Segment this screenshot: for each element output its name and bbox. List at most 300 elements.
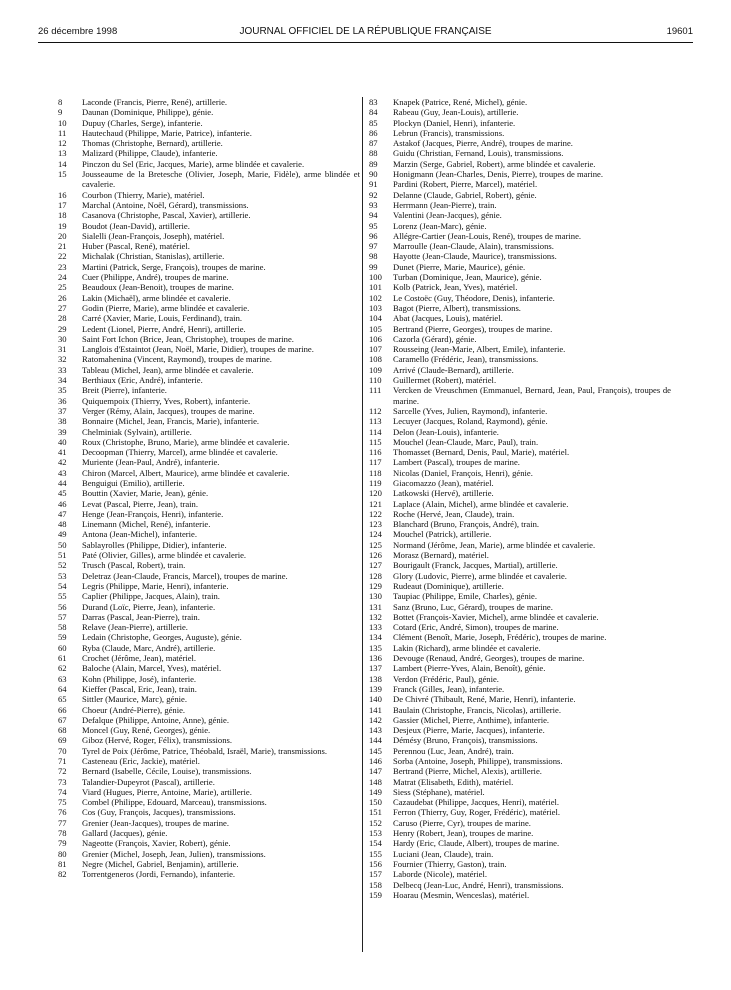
right-column [369,97,671,900]
entry-text: Morasz (Bernard), matériel. [393,550,489,561]
entry-text: Darras (Pascal, Jean-Pierre), train. [82,611,200,622]
issue-date: 26 décembre 1998 [38,26,118,37]
list-item [369,499,671,509]
entry-number: 58 [58,622,67,633]
entry-text: Herrmann (Jean-Pierre), train. [393,199,497,210]
list-item [369,179,671,189]
entry-number: 136 [369,653,382,664]
entry-number: 124 [369,529,382,540]
entry-number: 81 [58,858,67,869]
list-item [369,859,671,869]
list-item [369,354,671,364]
entry-text: Tyrel de Poix (Jérôme, Patrice, Théobald, Israël, Marie), transmissions. [82,745,328,756]
list-item [58,777,360,787]
entry-text: Clément (Benoît, Marie, Joseph, Frédéric), troupes de marine. [393,632,607,643]
entry-text: Delanne (Claude, Gabriel, Robert), génie. [393,189,537,200]
entry-number: 61 [58,653,67,664]
entry-number: 56 [58,601,67,612]
entry-text: Decoopman (Thierry, Marcel), arme blindée et cavalerie. [82,447,278,458]
entry-text: Blanchard (Bruno, François, André), train. [393,519,540,530]
list-item [58,427,360,437]
entry-text: Caramello (Frédéric, Jean), transmissions. [393,354,539,365]
entry-number: 129 [369,580,382,591]
entry-text: Casanova (Christophe, Pascal, Xavier), artillerie. [82,210,251,221]
entry-text: Benguigui (Emilio), artillerie. [82,477,185,488]
entry-text: Lakin (Richard), arme blindée et cavalerie. [393,642,541,653]
list-item [369,251,671,261]
entry-number: 82 [58,869,67,880]
entry-text: Crochet (Jérôme, Jean), matériel. [82,653,197,664]
entry-number: 31 [58,344,67,355]
entry-text: Baloche (Alain, Marcel, Yves), matériel. [82,663,222,674]
list-item [369,169,671,179]
entry-text: Kolb (Patrick, Jean, Yves), matériel. [393,282,518,293]
list-item [369,756,671,766]
entry-text: Hautechaud (Philippe, Marie, Patrice), infanterie. [82,127,252,138]
entry-number: 27 [58,302,67,313]
list-item [58,447,360,457]
list-item [369,190,671,200]
entry-number: 132 [369,611,382,622]
list-item [369,138,671,148]
entry-text: Tableau (Michel, Jean), arme blindée et cavalerie. [82,364,254,375]
entry-text: Talandier-Dupeyrot (Pascal), artillerie. [82,776,215,787]
entry-text: Roux (Christophe, Bruno, Marie), arme blindée et cavalerie. [82,436,290,447]
list-item [369,468,671,478]
entry-text: Relave (Jean-Pierre), artillerie. [82,622,188,633]
entry-text: Turban (Dominique, Jean, Maurice), génie. [393,272,542,283]
entry-number: 138 [369,673,382,684]
list-item [58,210,360,220]
entry-text: Legris (Philippe, Marie, Henri), infanterie. [82,580,229,591]
list-item [369,97,671,107]
list-item [369,560,671,570]
entry-text: Courbon (Thierry, Marie), matériel. [82,189,205,200]
list-item [58,262,360,272]
entry-text: Caruso (Pierre, Cyr), troupes de marine. [393,817,531,828]
entry-text: Sarcelle (Yves, Julien, Raymond), infanterie. [393,405,548,416]
entry-number: 97 [369,241,378,252]
entry-number: 96 [369,230,378,241]
list-item [58,138,360,148]
list-item [369,272,671,282]
list-item [58,169,360,190]
list-item [58,97,360,107]
entry-text: Sorba (Antoine, Joseph, Philippe), transmissions. [393,756,563,766]
entry-number: 127 [369,560,382,571]
entry-number: 106 [369,333,382,344]
entry-text: Latkowski (Hervé), artillerie. [393,488,494,499]
entry-number: 76 [58,807,67,818]
list-item [58,128,360,138]
entry-number: 20 [58,230,67,241]
entry-text: Langlois d'Estaintot (Jean, Noël, Marie, Didier), troupes de marine. [82,344,314,355]
list-item [369,159,671,169]
entry-text: Devouge (Renaud, André, Georges), troupes de marine. [393,653,585,664]
entry-text: Cuer (Philippe, André), troupes de marine. [82,272,229,283]
entry-number: 32 [58,354,67,365]
entry-number: 147 [369,766,382,777]
entry-text: Guidu (Christian, Fernand, Louis), transmissions. [393,148,564,159]
entry-text: Plockyn (Daniel, Henri), infanterie. [393,117,516,128]
entry-text: Astakof (Jacques, Pierre, André), troupes de marine. [393,138,573,149]
entry-number: 59 [58,632,67,643]
list-item [369,478,671,488]
entry-number: 62 [58,663,67,674]
entry-number: 151 [369,807,382,818]
entry-number: 73 [58,776,67,787]
entry-text: Negre (Michel, Gabriel, Benjamin), artillerie. [82,858,239,869]
list-item [58,807,360,817]
list-item [58,385,360,395]
list-item [58,571,360,581]
list-item [58,282,360,292]
entry-number: 68 [58,725,67,736]
list-item [369,890,671,900]
list-item [58,540,360,550]
list-item [58,499,360,509]
entry-text: Luciani (Jean, Claude), train. [393,848,494,859]
list-item [58,756,360,766]
entry-number: 16 [58,189,67,200]
entry-text: Rudeaut (Dominique), artillerie. [393,580,504,591]
entry-text: Thomasset (Bernard, Denis, Paul, Marie), matériel. [393,447,570,458]
entry-text: Dupuy (Charles, Serge), infanterie. [82,117,203,128]
entry-text: Sablayrolles (Philippe, Didier), infanterie. [82,539,227,550]
entry-number: 119 [369,477,382,488]
entry-text: Godin (Pierre, Marie), arme blindée et cavalerie. [82,302,250,313]
list-item [58,869,360,879]
entry-text: Rabeau (Guy, Jean-Louis), artillerie. [393,107,519,118]
entry-number: 53 [58,570,67,581]
entry-number: 12 [58,138,67,149]
list-item [58,406,360,416]
entry-text: Torrentgeneros (Jordi, Fernando), infanterie. [82,869,236,880]
list-item [369,622,671,632]
entry-text: Bourigault (Franck, Jacques, Martial), artillerie. [393,560,558,571]
entry-number: 116 [369,447,382,458]
entry-number: 118 [369,467,382,478]
list-item [58,365,360,375]
list-item [369,643,671,653]
entry-text: Ratomahenina (Vincent, Raymond), troupes de marine. [82,354,272,365]
entry-text: Verdon (Frédéric, Paul), génie. [393,673,499,684]
left-column [58,97,360,880]
list-item [369,571,671,581]
entry-number: 131 [369,601,382,612]
list-item [369,684,671,694]
entry-number: 88 [369,148,378,159]
list-item [58,797,360,807]
entry-number: 109 [369,364,382,375]
entry-number: 111 [369,385,382,396]
entry-text: Choeur (André-Pierre), génie. [82,704,186,715]
entry-number: 46 [58,498,67,509]
entry-text: Abat (Jacques, Louis), matériel. [393,313,503,324]
entry-text: Mouchel (Patrick), artillerie. [393,529,492,540]
list-item [58,653,360,663]
entry-text: Malizard (Philippe, Claude), infanterie. [82,148,218,159]
list-item [369,807,671,817]
list-item [369,447,671,457]
entry-text: Muriente (Jean-Paul, André), infanterie. [82,457,220,468]
entry-number: 19 [58,220,67,231]
entry-number: 90 [369,169,378,180]
entry-text: Taupiac (Philippe, Emile, Charles), génie. [393,591,538,602]
list-item [58,509,360,519]
entry-text: Kohn (Philippe, José), infanterie. [82,673,197,684]
list-item [369,262,671,272]
list-item [369,663,671,673]
entry-text: Giacomazzo (Jean), matériel. [393,477,494,488]
list-item [369,838,671,848]
entry-text: Delon (Jean-Louis), infanterie. [393,426,499,437]
entry-number: 22 [58,251,67,262]
list-item [58,632,360,642]
list-item [369,519,671,529]
entry-text: Daunan (Dominique, Philippe), génie. [82,107,214,118]
entry-number: 43 [58,467,67,478]
list-item [58,725,360,735]
list-item [369,221,671,231]
list-item [58,859,360,869]
entry-text: Baulain (Christophe, Francis, Nicolas), artillerie. [393,704,562,715]
column-divider [362,97,363,952]
list-item [369,344,671,354]
entry-text: Arrivé (Claude-Bernard), artillerie. [393,364,514,375]
entry-text: Guillermet (Robert), matériel. [393,375,497,386]
entry-number: 15 [58,169,67,180]
entry-number: 14 [58,158,67,169]
entry-number: 103 [369,302,382,313]
entry-text: Henry (Robert, Jean), troupes de marine. [393,828,534,839]
entry-number: 52 [58,560,67,571]
list-item [58,344,360,354]
entry-number: 149 [369,786,382,797]
entry-text: Jousseaume de la Bretesche (Olivier, Joseph, Marie, Fidèle), arme blindée et cavalerie. [82,169,360,190]
entry-text: Marzin (Serge, Gabriel, Robert), arme blindée et cavalerie. [393,158,596,169]
entry-text: Ledain (Christophe, Georges, Auguste), génie. [82,632,242,643]
entry-text: Michalak (Christian, Stanislas), artillerie. [82,251,225,262]
entry-number: 156 [369,858,382,869]
entry-number: 157 [369,869,382,880]
list-item [369,632,671,642]
entry-number: 117 [369,457,382,468]
entry-text: Grenier (Michel, Joseph, Jean, Julien), transmissions. [82,848,266,859]
entry-text: Pardini (Robert, Pierre, Marcel), matériel. [393,179,538,190]
list-item [58,293,360,303]
list-item [369,334,671,344]
list-item [58,437,360,447]
list-item [369,777,671,787]
list-item [369,375,671,385]
entry-number: 85 [369,117,378,128]
entry-number: 108 [369,354,382,365]
list-item [58,334,360,344]
entry-text: Lambert (Pascal), troupes de marine. [393,457,520,468]
list-item [369,406,671,416]
list-item [58,241,360,251]
entry-text: Gallard (Jacques), génie. [82,828,168,839]
list-item [369,107,671,117]
entry-number: 94 [369,210,378,221]
list-item [369,231,671,241]
entry-number: 17 [58,199,67,210]
entry-number: 50 [58,539,67,550]
entry-number: 128 [369,570,382,581]
entry-number: 150 [369,797,382,808]
entry-number: 24 [58,272,67,283]
list-item [58,705,360,715]
entry-number: 121 [369,498,382,509]
entry-number: 83 [369,97,378,107]
entry-number: 92 [369,189,378,200]
list-item [58,735,360,745]
entry-text: Cos (Guy, François, Jacques), transmissions. [82,807,236,818]
entry-text: Sanz (Bruno, Luc, Gérard), troupes de marine. [393,601,553,612]
entry-number: 10 [58,117,67,128]
entry-number: 55 [58,591,67,602]
list-item [58,303,360,313]
list-item [58,159,360,169]
entry-number: 66 [58,704,67,715]
list-item [58,396,360,406]
entry-number: 133 [369,622,382,633]
list-item [369,849,671,859]
list-item [369,705,671,715]
entry-number: 123 [369,519,382,530]
entry-number: 98 [369,251,378,262]
list-item [58,591,360,601]
entry-text: Rousseing (Jean-Marie, Albert, Emile), infanterie. [393,344,566,355]
entry-number: 49 [58,529,67,540]
page-header [38,26,693,40]
entry-number: 153 [369,828,382,839]
entry-text: Saint Fort Ichon (Brice, Jean, Christophe), troupes de marine. [82,333,294,344]
entry-text: Henge (Jean-François, Henri), infanterie. [82,508,224,519]
list-item [58,818,360,828]
list-item [58,674,360,684]
entry-number: 107 [369,344,382,355]
list-item [58,787,360,797]
entry-number: 115 [369,436,382,447]
list-item [369,509,671,519]
entry-number: 28 [58,313,67,324]
entry-text: Delbecq (Jean-Luc, André, Henri), transmissions. [393,879,564,890]
entry-text: Ledent (Lionel, Pierre, André, Henri), artillerie. [82,323,246,334]
entry-number: 60 [58,642,67,653]
entry-number: 143 [369,725,382,736]
list-item [369,385,671,406]
entry-text: Roche (Hervé, Jean, Claude), train. [393,508,515,519]
entry-text: Chelminiak (Sylvain), artillerie. [82,426,192,437]
entry-text: Lecuyer (Jacques, Roland, Raymond), génie. [393,416,548,427]
list-item [369,200,671,210]
list-item [58,231,360,241]
entry-text: Lakin (Michaël), arme blindée et cavalerie. [82,292,231,303]
entry-text: Mouchel (Jean-Claude, Marc, Paul), train. [393,436,539,447]
list-item [369,313,671,323]
entry-number: 120 [369,488,382,499]
entry-number: 79 [58,838,67,849]
entry-text: Ryba (Claude, Marc, André), artillerie. [82,642,216,653]
list-item [369,746,671,756]
entry-text: Laconde (Francis, Pierre, René), artillerie. [82,97,228,107]
entry-number: 134 [369,632,382,643]
entry-number: 158 [369,879,382,890]
entry-number: 75 [58,797,67,808]
entry-number: 18 [58,210,67,221]
list-item [58,746,360,756]
entry-text: Allégre-Cartier (Jean-Louis, René), troupes de marine. [393,230,582,241]
list-item [58,488,360,498]
entry-text: Casteneau (Eric, Jackie), matériel. [82,756,200,766]
entry-text: Thomas (Christophe, Bernard), artillerie. [82,138,223,149]
entry-number: 100 [369,272,382,283]
entry-text: Antona (Jean-Michel), infanterie. [82,529,198,540]
entry-number: 112 [369,405,382,416]
entry-number: 84 [369,107,378,118]
entry-text: Bagot (Pierre, Albert), transmissions. [393,302,521,313]
list-item [369,457,671,467]
entry-number: 145 [369,745,382,756]
entry-number: 29 [58,323,67,334]
list-item [369,303,671,313]
entry-text: Glory (Ludovic, Pierre), arme blindée et cavalerie. [393,570,567,581]
entry-number: 26 [58,292,67,303]
entry-text: Grenier (Jean-Jacques), troupes de marine. [82,817,229,828]
entry-text: Lebrun (Francis), transmissions. [393,127,505,138]
entry-number: 72 [58,766,67,777]
entry-number: 8 [58,97,63,107]
entry-number: 41 [58,447,67,458]
entry-text: Carré (Xavier, Marie, Louis, Ferdinand), train. [82,313,243,324]
entry-text: Huber (Pascal, René), matériel. [82,241,190,252]
entry-number: 47 [58,508,67,519]
list-item [58,581,360,591]
list-item [369,787,671,797]
entry-number: 38 [58,416,67,427]
list-item [369,880,671,890]
list-item [369,365,671,375]
entry-number: 45 [58,488,67,499]
list-item [369,324,671,334]
entry-text: Verger (Rémy, Alain, Jacques), troupes de marine. [82,405,255,416]
entry-number: 77 [58,817,67,828]
entry-number: 142 [369,714,382,725]
entry-text: Sialelli (Jean-François, Joseph), matériel. [82,230,225,241]
list-item [369,869,671,879]
entry-text: Siess (Stéphane), matériel. [393,786,485,797]
list-item [58,251,360,261]
entry-text: Bertrand (Pierre, Georges), troupes de marine. [393,323,553,334]
entry-number: 63 [58,673,67,684]
list-item [58,550,360,560]
entry-number: 126 [369,550,382,561]
list-item [369,715,671,725]
entry-text: Hardy (Eric, Claude, Albert), troupes de marine. [393,838,560,849]
entry-text: Bernard (Isabelle, Cécile, Louise), transmissions. [82,766,252,777]
list-item [58,643,360,653]
entry-text: Démésy (Bruno, François), transmissions. [393,735,538,746]
entry-text: Beaudoux (Jean-Benoit), troupes de marine. [82,282,234,293]
entry-text: Franck (Gilles, Jean), infanterie. [393,683,505,694]
list-item [369,437,671,447]
entry-text: Normand (Jérôme, Jean, Marie), arme blindée et cavalerie. [393,539,596,550]
entry-number: 33 [58,364,67,375]
entry-number: 140 [369,694,382,705]
list-item [369,766,671,776]
